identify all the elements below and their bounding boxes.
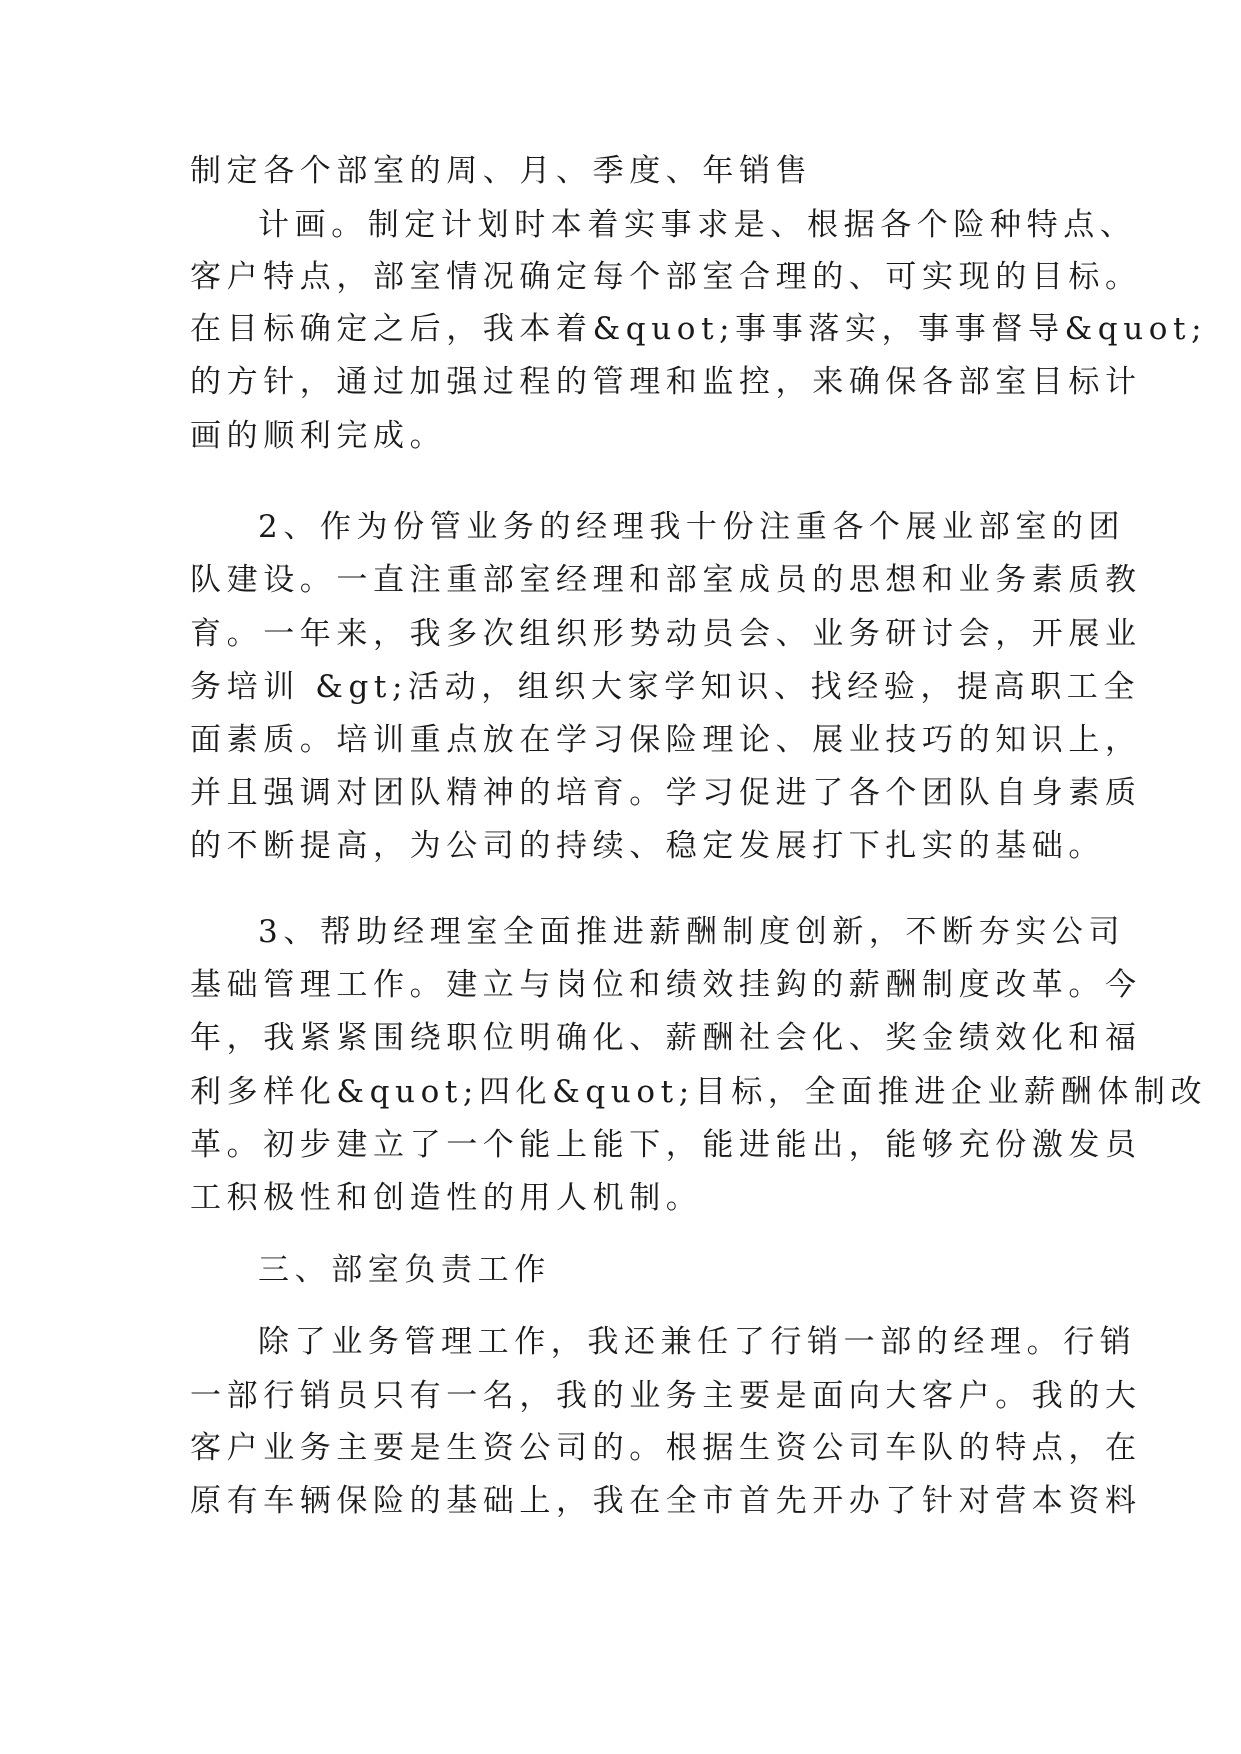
text-line: 基础管理工作。建立与岗位和绩效挂鈎的薪酬制度改革。今 (190, 967, 1142, 1003)
text-line: 队建设。一直注重部室经理和部室成员的思想和业务素质教 (190, 562, 1142, 598)
text-line: 革。初步建立了一个能上能下，能进能出，能够充份激发员 (190, 1127, 1142, 1163)
text-line: 2、作为份管业务的经理我十份注重各个展业部室的团 (258, 509, 1126, 545)
text-line: 原有车辆保险的基础上，我在全市首先开办了针对营本资料 (190, 1483, 1142, 1519)
text-line: 面素质。培训重点放在学习保险理论、展业技巧的知识上， (190, 722, 1142, 758)
text-line: 工积极性和创造性的用人机制。 (190, 1180, 703, 1216)
text-line: 画的顺利完成。 (190, 418, 447, 454)
text-line: 并且强调对团队精神的培育。学习促进了各个团队自身素质 (190, 775, 1142, 811)
section-heading: 三、部室负责工作 (258, 1252, 551, 1288)
text-line: 利多样化&quot;四化&quot;目标，全面推进企业薪酬体制改 (190, 1074, 1208, 1110)
text-line: 的方针，通过加强过程的管理和监控，来确保各部室目标计 (190, 364, 1142, 400)
text-line: 一部行销员只有一名，我的业务主要是面向大客户。我的大 (190, 1378, 1142, 1414)
text-line: 除了业务管理工作，我还兼任了行销一部的经理。行销 (258, 1324, 1137, 1360)
text-line: 制定各个部室的周、月、季度、年销售 (190, 153, 813, 189)
text-line: 育。一年来，我多次组织形势动员会、业务研讨会，开展业 (190, 616, 1142, 652)
text-line: 客户特点，部室情况确定每个部室合理的、可实现的目标。 (190, 259, 1142, 295)
text-line: 3、帮助经理室全面推进薪酬制度创新，不断夯实公司 (258, 914, 1126, 950)
text-line: 务培训 &gt;活动，组织大家学知识、找经验，提高职工全 (190, 669, 1140, 705)
text-line: 计画。制定计划时本着实事求是、根据各个险种特点、 (258, 207, 1137, 243)
text-line: 的不断提高，为公司的持续、稳定发展打下扎实的基础。 (190, 828, 1105, 864)
text-line: 在目标确定之后，我本着&quot;事事落实，事事督导&quot; (190, 311, 1208, 347)
text-line: 年，我紧紧围绕职位明确化、薪酬社会化、奖金绩效化和福 (190, 1020, 1142, 1056)
text-line: 客户业务主要是生资公司的。根据生资公司车队的特点，在 (190, 1430, 1142, 1466)
